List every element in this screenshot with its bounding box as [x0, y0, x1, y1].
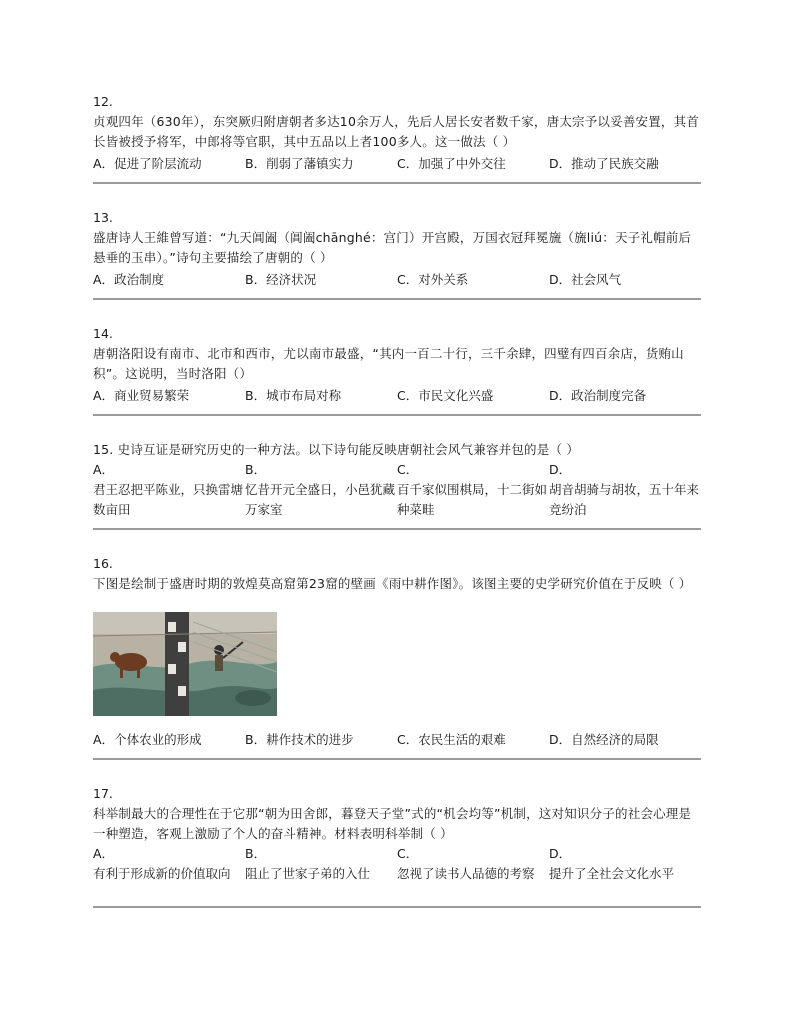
option-letter: A．: [93, 388, 115, 403]
options-row: [93, 154, 701, 174]
option-text: 促进了阶层流动: [114, 156, 202, 171]
options-grid: [93, 844, 701, 884]
option-c[interactable]: [397, 386, 549, 406]
option-text: 自然经济的局限: [571, 732, 659, 747]
option-text: 阻止了世家子弟的入仕: [245, 866, 371, 881]
option-c[interactable]: [397, 730, 549, 750]
option-b[interactable]: [245, 844, 397, 884]
option-a[interactable]: [93, 844, 245, 884]
option-d[interactable]: [549, 460, 701, 520]
option-c[interactable]: [397, 270, 549, 290]
divider: [93, 528, 701, 530]
option-letter: D．: [549, 388, 572, 403]
option-c[interactable]: [397, 460, 549, 520]
options-row: [93, 386, 701, 406]
option-text: 忽视了读书人品德的考察: [397, 866, 535, 881]
divider: [93, 758, 701, 760]
question-12: [93, 92, 701, 198]
option-letter: C．: [397, 732, 419, 747]
question-list: [93, 92, 701, 922]
option-text: 有利于形成新的价值取向: [93, 866, 231, 881]
option-letter: C．: [397, 272, 419, 287]
option-text: 推动了民族交融: [571, 156, 659, 171]
option-letter: A．: [93, 462, 115, 477]
option-b[interactable]: [245, 386, 397, 406]
divider: [93, 414, 701, 416]
option-letter: A．: [93, 156, 115, 171]
option-d[interactable]: [549, 154, 701, 174]
mural-image: [93, 612, 277, 716]
question-stem: 盛唐诗人王維曾写道：“九天阊阖（阊阖chānghé：宫门）开宫殿，万国衣冠拜冕旒（旒liú：天子礼帽前后悬垂的玉串）。”诗句主要描绘了唐朝的（ ）: [93, 230, 692, 265]
question-15: [93, 430, 701, 544]
question-stem: 下图是绘制于盛唐时期的敦煌莫高窟第23窟的壁画《雨中耕作图》。该图主要的史学研究价值在于反映（ ）: [93, 576, 692, 591]
option-c[interactable]: [397, 844, 549, 884]
question-number: 15.: [93, 442, 118, 457]
question-number: 16.: [93, 556, 113, 571]
option-text: 耕作技术的进步: [266, 732, 354, 747]
option-b[interactable]: [245, 730, 397, 750]
option-letter: C．: [397, 846, 419, 861]
option-b[interactable]: [245, 270, 397, 290]
option-d[interactable]: [549, 844, 701, 884]
option-text: 农民生活的艰难: [418, 732, 506, 747]
option-text: 加强了中外交往: [418, 156, 506, 171]
option-letter: C．: [397, 388, 419, 403]
option-text: 市民文化兴盛: [418, 388, 494, 403]
question-stem: 科举制最大的合理性在于它那“朝为田舍郎，暮登天子堂”式的“机会均等”机制，这对知识分子的社会心理是一种塑造，客观上激励了个人的奋斗精神。材料表明科举制（ ）: [93, 806, 692, 841]
option-text: 削弱了藩镇实力: [266, 156, 354, 171]
option-letter: C．: [397, 156, 419, 171]
option-letter: C．: [397, 462, 419, 477]
option-letter: D．: [549, 156, 572, 171]
question-16: [93, 544, 701, 774]
option-text: 个体农业的形成: [114, 732, 202, 747]
option-letter: B．: [245, 462, 267, 477]
option-text: 政治制度: [114, 272, 165, 287]
question-number: 12.: [93, 94, 113, 109]
option-text: 君王忍把平陈业，只换雷塘数亩田: [93, 482, 244, 517]
options-grid: [93, 460, 701, 520]
option-letter: D．: [549, 272, 572, 287]
option-letter: B．: [245, 156, 267, 171]
divider: [93, 182, 701, 184]
option-letter: B．: [245, 388, 267, 403]
option-letter: B．: [245, 272, 267, 287]
question-13: [93, 198, 701, 314]
option-b[interactable]: [245, 154, 397, 174]
option-letter: D．: [549, 732, 572, 747]
option-a[interactable]: [93, 730, 245, 750]
option-text: 百千家似围棋局，十二街如种菜畦: [397, 482, 548, 517]
option-text: 商业贸易繁荣: [114, 388, 190, 403]
option-letter: A．: [93, 732, 115, 747]
option-text: 城市布局对称: [266, 388, 342, 403]
divider: [93, 298, 701, 300]
option-text: 经济状况: [266, 272, 317, 287]
question-stem: 贞观四年（630年），东突厥归附唐朝者多达10余万人，先后人居长安者数千家，唐太宗予以妥善安置，其首长皆被授予将军，中郎将等官职，其中五品以上者100多人。这一做法（ ）: [93, 114, 700, 149]
option-text: 政治制度完备: [571, 388, 647, 403]
option-a[interactable]: [93, 270, 245, 290]
option-text: 提升了全社会文化水平: [549, 866, 675, 881]
option-letter: D．: [549, 462, 572, 477]
option-d[interactable]: [549, 270, 701, 290]
option-text: 胡音胡骑与胡妆，五十年来竞纷泊: [549, 482, 700, 517]
option-text: 社会风气: [571, 272, 622, 287]
question-stem: 唐朝洛阳设有南市、北市和西市，尤以南市最盛，“其内一百二十行，三千余肆，四璧有四百余店，货贿山积”。这说明，当时洛阳（）: [93, 346, 684, 381]
option-c[interactable]: [397, 154, 549, 174]
option-d[interactable]: [549, 730, 701, 750]
question-number: 17.: [93, 786, 113, 801]
option-a[interactable]: [93, 386, 245, 406]
options-row: [93, 270, 701, 290]
option-letter: B．: [245, 732, 267, 747]
question-17: [93, 774, 701, 922]
option-b[interactable]: [245, 460, 397, 520]
option-text: 忆昔开元全盛日，小邑犹藏万家室: [245, 482, 396, 517]
question-number: 14.: [93, 326, 113, 341]
option-text: 对外关系: [418, 272, 469, 287]
question-stem-text: 史诗互证是研究历史的一种方法。以下诗句能反映唐朝社会风气兼容并包的是（ ）: [117, 442, 580, 457]
option-d[interactable]: [549, 386, 701, 406]
question-14: [93, 314, 701, 430]
question-stem: [93, 440, 701, 460]
option-a[interactable]: [93, 460, 245, 520]
divider: [93, 906, 701, 908]
option-letter: D．: [549, 846, 572, 861]
option-letter: A．: [93, 272, 115, 287]
option-a[interactable]: [93, 154, 245, 174]
option-letter: A．: [93, 846, 115, 861]
mural-illustration: [93, 612, 277, 716]
options-row: [93, 730, 701, 750]
question-number: 13.: [93, 210, 113, 225]
option-letter: B．: [245, 846, 267, 861]
